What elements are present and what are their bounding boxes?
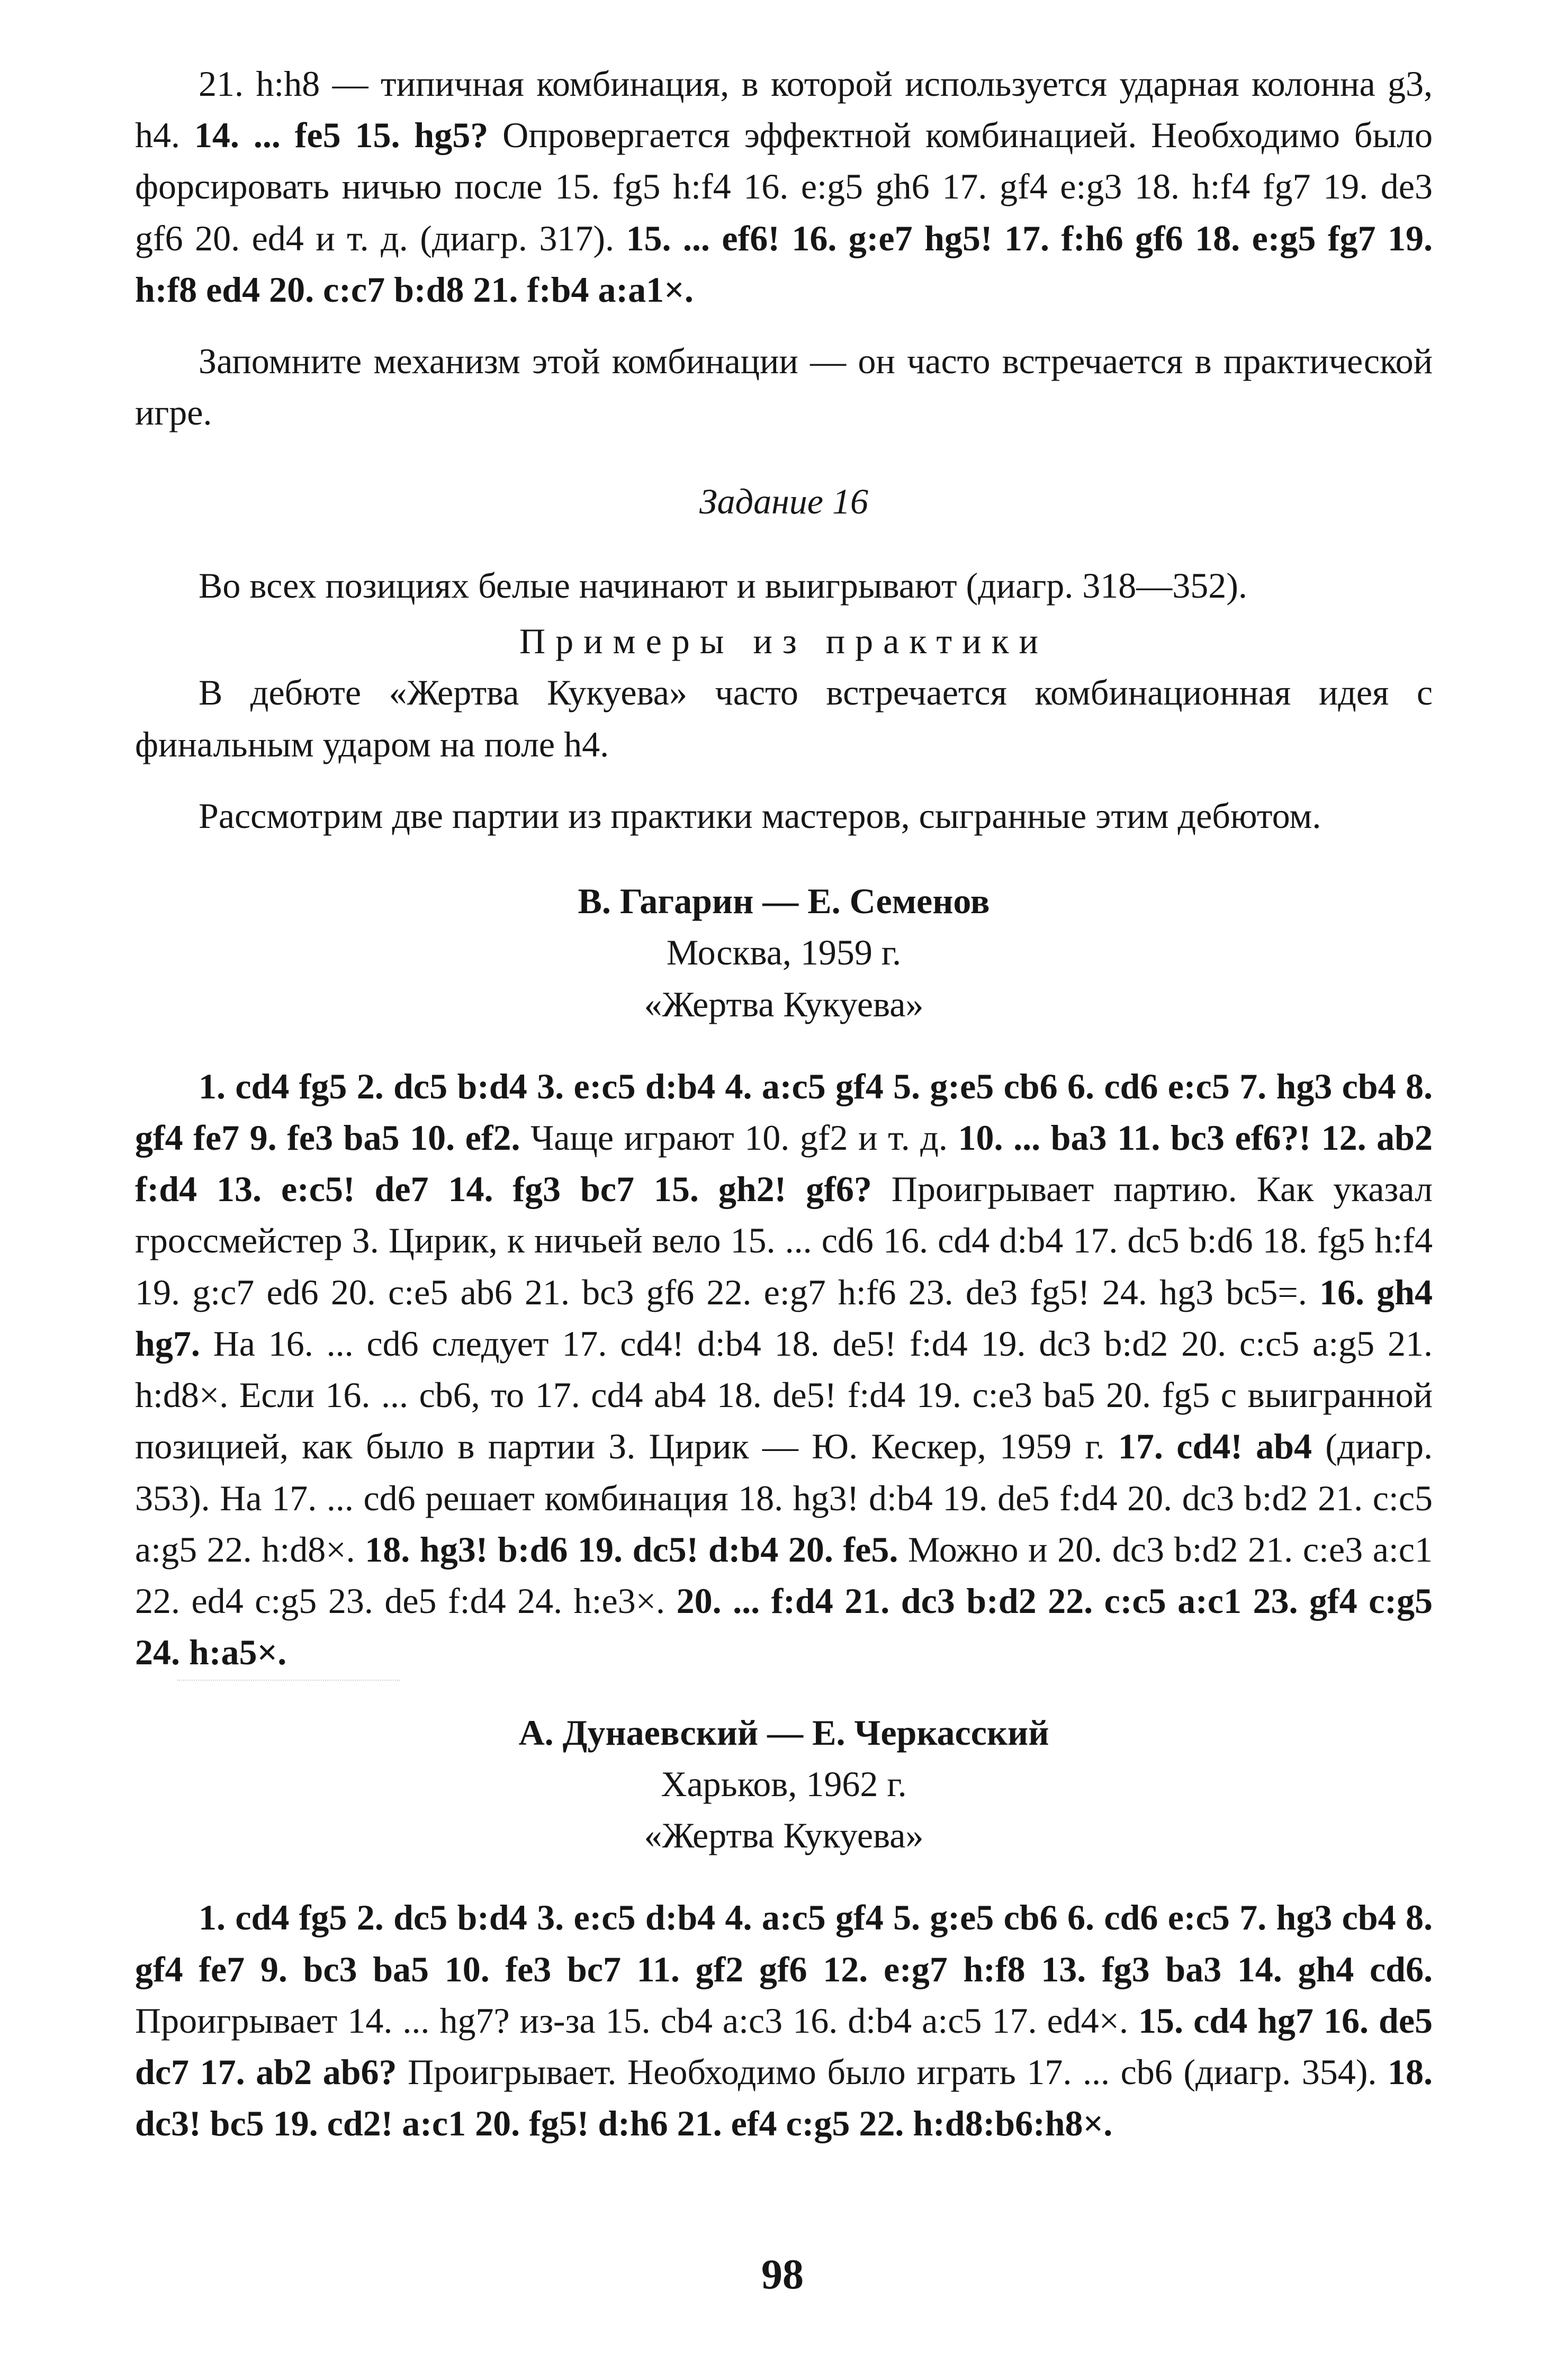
- comment-run: (диагр. 353). На 17. ... cd6 решает комбинация 18. hg3! d:b4 19. de5 f:d4 20. dc3 b:d2 21. c:c5 a:g5 22. h:d8×.: [135, 1426, 1433, 1570]
- task-text: Во всех позициях белые начинают и выигрывают (диагр. 318—352).: [199, 565, 1247, 606]
- comment-run: Проигрывает 14. ... hg7? из-за 15. cb4 a:c3 16. d:b4 a:c5 17. ed4×.: [135, 2000, 1139, 2041]
- move-run: 20. ... f:d4 21. dc3 b:d2 22. c:c5 a:c1 23. gf4 c:g5 24. h:a5×.: [135, 1581, 1433, 1673]
- game2-opening: «Жертва Кукуева»: [644, 1815, 924, 1856]
- comment-run: Можно и 20. dc3 b:d2 21. c:e3 a:c1 22. ed4 c:g5 23. de5 f:d4 24. h:e3×.: [135, 1529, 1433, 1621]
- game1-header: [135, 876, 1433, 1030]
- game1-place: Москва, 1959 г.: [666, 932, 902, 973]
- page-number: 98: [761, 2251, 804, 2298]
- move-run: 18. hg3! b:d6 19. dc5! d:b4 20. fe5.: [365, 1529, 898, 1570]
- game2-header: [135, 1707, 1433, 1862]
- move-run: 1. cd4 fg5 2. dc5 b:d4 3. e:c5 d:b4 4. a:c5 gf4 5. g:e5 cb6 6. cd6 e:c5 7. hg3 cb4 8. gf4 fe7 9. fe3 ba5 10. ef2.: [135, 1066, 1433, 1158]
- examples-intro: В дебюте «Жертва Кукуева» часто встречается комбинационная идея с финальным ударом на поле h4.: [135, 672, 1433, 764]
- comment-run: 21. h:h8 — типичная комбинация, в которой используется ударная колонна g3, h4.: [135, 64, 1433, 156]
- task-title: Задание 16: [699, 481, 868, 521]
- examples-note: Рассмотрим две партии из практики мастеров, сыгранные этим дебютом.: [199, 795, 1321, 836]
- intro-paragraph: [135, 58, 1433, 315]
- intro-note: Запомните механизм этой комбинации — он часто встречается в практической игре.: [135, 341, 1433, 433]
- comment-run: Проигрывает партию. Как указал гроссмейстер З. Цирик, к ничьей вело 15. ... cd6 16. cd4 d:b4 17. dc5 b:d6 18. fg5 h:f4 19. g:c7 ed6 20. c:e5 ab6 21. bc3 gf6 22. e:g7 h:f6 23. de3 fg5! 24. hg3 bc5=.: [135, 1169, 1433, 1312]
- move-run: 15. ... ef6! 16. g:e7 hg5! 17. f:h6 gf6 18. e:g5 fg7 19. h:f8 ed4 20. c:c7 b:d8 21. f:b4 a:a1×.: [135, 218, 1433, 310]
- game1-players: В. Гагарин — Е. Семенов: [578, 881, 990, 922]
- game1-opening: «Жертва Кукуева»: [644, 984, 924, 1024]
- move-run: 10. ... ba3 11. bc3 ef6?! 12. ab2 f:d4 13. e:c5! de7 14. fg3 bc7 15. gh2! gf6?: [135, 1117, 1433, 1210]
- examples-heading: Примеры из практики: [519, 621, 1048, 662]
- comment-run: Чаще играют 10. gf2 и т. д.: [520, 1117, 958, 1158]
- move-run: 14. ... fe5 15. hg5?: [194, 115, 489, 156]
- move-run: 17. cd4! ab4: [1118, 1426, 1312, 1467]
- move-run: 15. cd4 hg7 16. de5 dc7 17. ab2 ab6?: [135, 2000, 1433, 2092]
- comment-run: На 16. ... cd6 следует 17. cd4! d:b4 18. de5! f:d4 19. dc3 b:d2 20. c:c5 a:g5 21. h:d8×. Если 16. ... cb6, то 17. cd4 ab4 18. de5! f:d4 19. c:e3 ba5 20. fg5 с выигранной позицией, как было в партии З. Цирик — Ю. Кескер, 1959 г.: [135, 1323, 1433, 1467]
- game2-players: А. Дунаевский — Е. Черкасский: [518, 1712, 1049, 1753]
- comment-run: Проигрывает. Необходимо было играть 17. ... cb6 (диагр. 354).: [397, 2051, 1388, 2092]
- move-run: 16. gh4 hg7.: [135, 1272, 1433, 1364]
- game2-moves: [135, 1892, 1433, 2149]
- game1-moves: [135, 1061, 1433, 1679]
- game2-place: Харьков, 1962 г.: [661, 1763, 907, 1804]
- move-run: 1. cd4 fg5 2. dc5 b:d4 3. e:c5 d:b4 4. a:c5 gf4 5. g:e5 cb6 6. cd6 e:c5 7. hg3 cb4 8. gf4 fe7 9. bc3 ba5 10. fe3 bc7 11. gf2 gf6 12. e:g7 h:f8 13. fg3 ba3 14. gh4 cd6.: [135, 1897, 1433, 1989]
- comment-run: Опровергается эффектной комбинацией. Необходимо было форсировать ничью после 15. fg5 h:f4 16. e:g5 gh6 17. gf4 e:g3 18. h:f4 fg7 19. de3 gf6 20. ed4 и т. д. (диагр. 317).: [135, 115, 1433, 258]
- move-run: 18. dc3! bc5 19. cd2! a:c1 20. fg5! d:h6 21. ef4 c:g5 22. h:d8:b6:h8×.: [135, 2051, 1433, 2144]
- divider: [177, 1680, 400, 1702]
